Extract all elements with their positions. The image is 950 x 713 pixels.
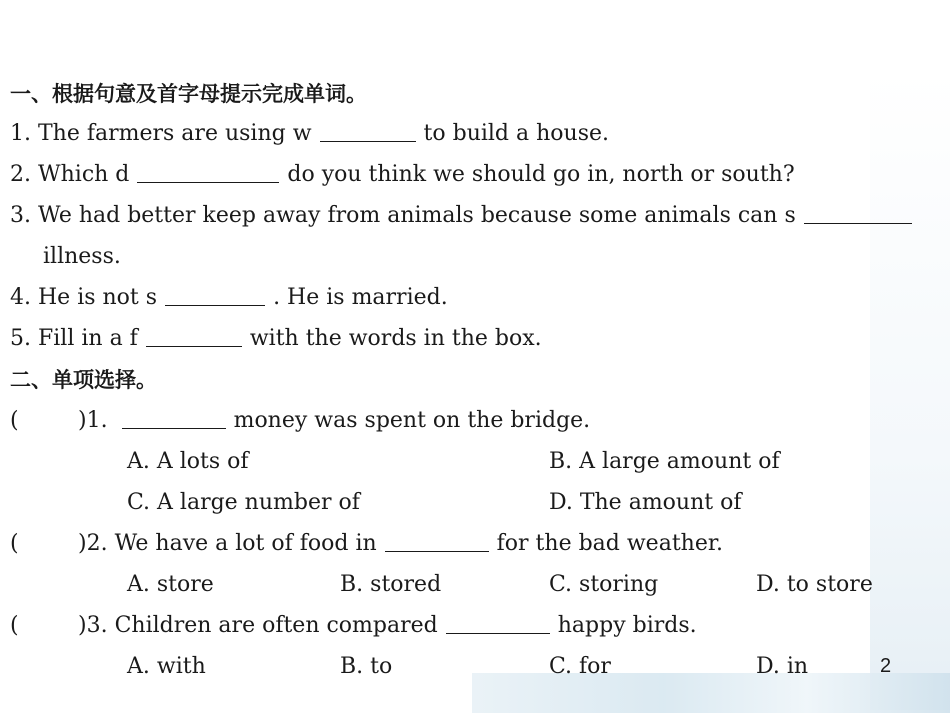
item-number: 2. bbox=[10, 162, 31, 187]
answer-blank[interactable] bbox=[804, 203, 912, 224]
answer-paren-open[interactable]: ( bbox=[10, 531, 19, 556]
item-number: 1. bbox=[10, 121, 31, 146]
q3-option-d[interactable]: D. in bbox=[756, 654, 809, 679]
item-text-before: We had better keep away from animals because some animals can s bbox=[38, 203, 796, 228]
section2-title: 二、单项选择。 bbox=[10, 368, 157, 392]
item-text-after: . He is married. bbox=[273, 285, 448, 310]
q3-stem bbox=[78, 612, 697, 640]
item-number: 4. bbox=[10, 285, 31, 310]
s1-item-5 bbox=[10, 325, 542, 353]
s1-item-3-continued: illness. bbox=[43, 244, 121, 269]
item-number: 5. bbox=[10, 326, 31, 351]
q2-stem bbox=[78, 530, 723, 558]
question-text-after: for the bad weather. bbox=[496, 531, 723, 556]
item-text-after: to build a house. bbox=[423, 121, 610, 146]
q1-option-c[interactable]: C. A large number of bbox=[127, 490, 360, 515]
item-text-before: The farmers are using w bbox=[38, 121, 312, 146]
answer-paren-open[interactable]: ( bbox=[10, 613, 19, 638]
q2-option-b[interactable]: B. stored bbox=[340, 572, 442, 597]
item-number: 3. bbox=[10, 203, 31, 228]
q3-option-c[interactable]: C. for bbox=[549, 654, 611, 679]
answer-blank[interactable] bbox=[137, 162, 279, 183]
s1-item-4 bbox=[10, 284, 448, 312]
answer-blank[interactable] bbox=[165, 285, 265, 306]
section1-title: 一、根据句意及首字母提示完成单词。 bbox=[10, 82, 367, 106]
q2-option-a[interactable]: A. store bbox=[127, 572, 214, 597]
answer-blank[interactable] bbox=[146, 326, 242, 347]
question-number: )3. bbox=[78, 613, 108, 638]
item-text-before: Which d bbox=[38, 162, 130, 187]
q1-option-b[interactable]: B. A large amount of bbox=[549, 449, 780, 474]
s1-item-3 bbox=[10, 202, 920, 230]
q1-option-a[interactable]: A. A lots of bbox=[127, 449, 249, 474]
q2-option-c[interactable]: C. storing bbox=[549, 572, 659, 597]
question-text-before: Children are often compared bbox=[114, 613, 438, 638]
question-number: )1. bbox=[78, 408, 108, 433]
s1-item-1 bbox=[10, 120, 609, 148]
answer-blank[interactable] bbox=[320, 121, 416, 142]
question-text-after: money was spent on the bridge. bbox=[233, 408, 591, 433]
item-text-before: He is not s bbox=[38, 285, 158, 310]
question-text-before: We have a lot of food in bbox=[114, 531, 377, 556]
question-number: )2. bbox=[78, 531, 108, 556]
answer-paren-open[interactable]: ( bbox=[10, 408, 19, 433]
answer-blank[interactable] bbox=[122, 408, 226, 429]
q2-option-d[interactable]: D. to store bbox=[756, 572, 873, 597]
q3-option-b[interactable]: B. to bbox=[340, 654, 393, 679]
item-text-after: with the words in the box. bbox=[249, 326, 542, 351]
item-text-after: do you think we should go in, north or south? bbox=[287, 162, 795, 187]
page-number: 2 bbox=[880, 655, 892, 677]
s1-item-2 bbox=[10, 161, 795, 189]
q1-option-d[interactable]: D. The amount of bbox=[549, 490, 742, 515]
q3-option-a[interactable]: A. with bbox=[127, 654, 206, 679]
answer-blank[interactable] bbox=[446, 613, 550, 634]
item-text-before: Fill in a f bbox=[38, 326, 138, 351]
answer-blank[interactable] bbox=[385, 531, 489, 552]
question-text-after: happy birds. bbox=[557, 613, 697, 638]
q1-stem bbox=[78, 407, 590, 435]
